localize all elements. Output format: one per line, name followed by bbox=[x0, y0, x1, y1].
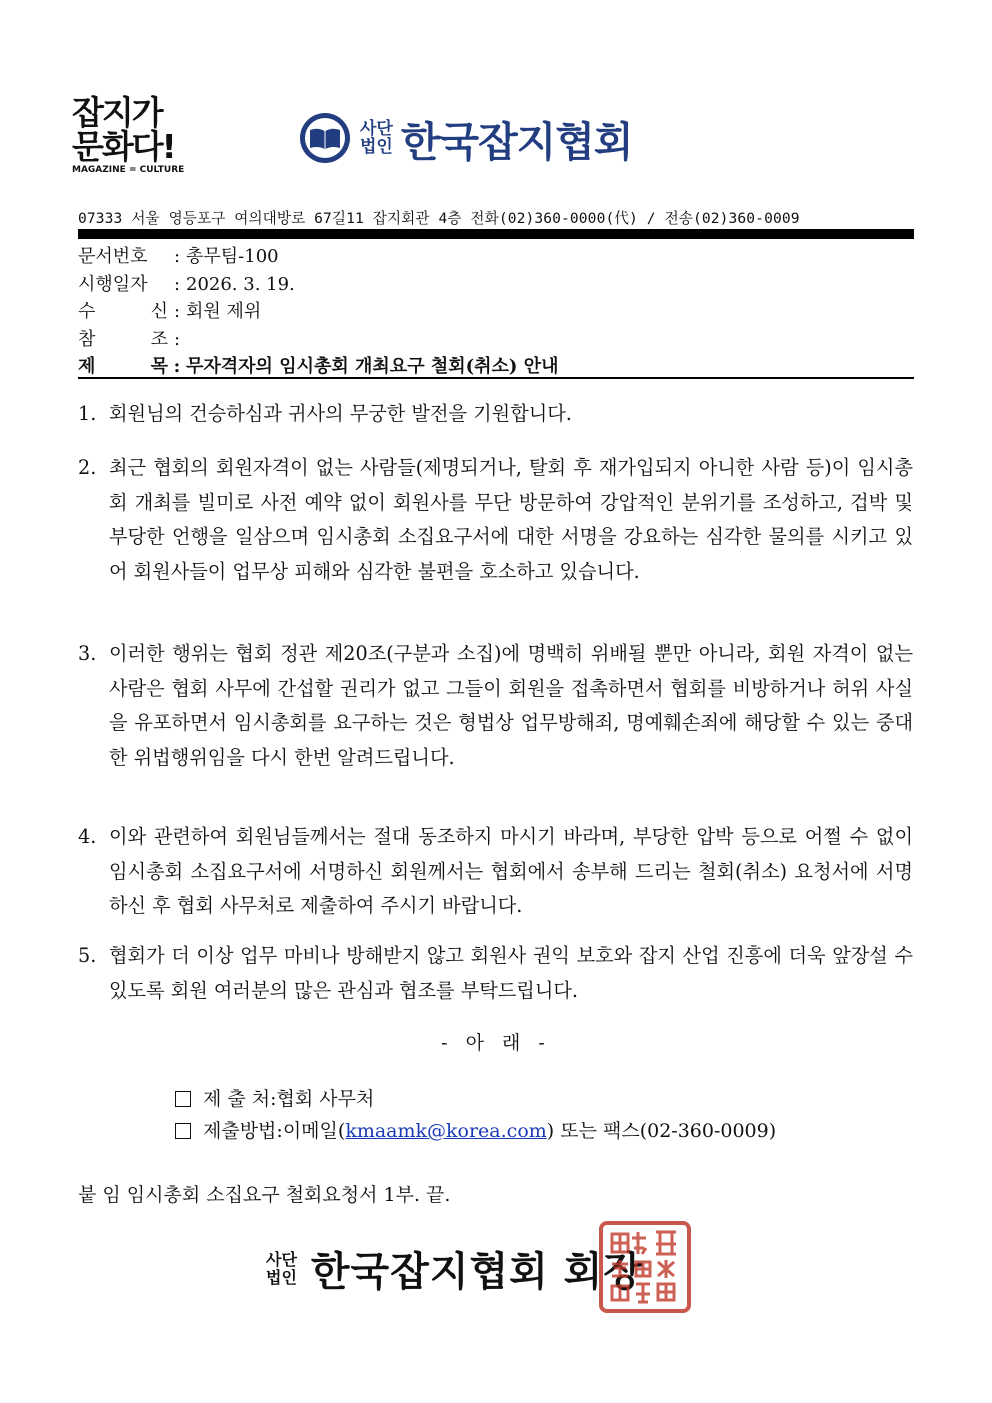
subject-label-a: 제 bbox=[78, 356, 96, 377]
to-label-a: 수 bbox=[78, 301, 96, 322]
attachment-note: 붙 임 임시총회 소집요구 철회요청서 1부. 끝. bbox=[78, 1184, 451, 1206]
subject-divider bbox=[78, 377, 914, 379]
official-seal-icon bbox=[598, 1220, 692, 1314]
meta-sep: : bbox=[173, 246, 181, 267]
to-value: 회원 제위 bbox=[186, 301, 262, 322]
paragraph-4 bbox=[78, 820, 913, 924]
date-label: 시행일자 bbox=[78, 273, 148, 295]
detail-label: 제 출 처: bbox=[203, 1088, 277, 1110]
slogan-logo bbox=[72, 93, 202, 175]
meta-sep: : bbox=[173, 356, 181, 377]
paragraph-5 bbox=[78, 939, 913, 1008]
checkbox-square-icon bbox=[175, 1091, 191, 1107]
slogan-line2: 문화다! bbox=[72, 127, 175, 166]
document-meta bbox=[78, 243, 914, 381]
paragraph-text: 이러한 행위는 협회 정관 제20조(구분과 소집)에 명백히 위배될 뿐만 아니라, 회원 자격이 없는 사람은 협회 사무에 간섭할 권리가 없고 그들이 회원을 접촉하면서 협회를 비방하거나 허위 사실을 유포하면서 임시총회를 요구하는 것은 형법상 업무방해죄, 명예훼손죄에 해당할 수 있는 중대한 위법행위임을 다시 한번 알려드립니다. bbox=[109, 642, 913, 769]
ref-label bbox=[78, 326, 168, 354]
meta-sep: : bbox=[173, 328, 181, 350]
to-label bbox=[78, 298, 168, 326]
paragraph-number: 2. bbox=[78, 456, 97, 479]
meta-sep: : bbox=[173, 273, 181, 295]
paragraph-text: 협회가 더 이상 업무 마비나 방해받지 않고 회원사 권익 보호와 잡지 산업 진흥에 더욱 앞장설 수 있도록 회원 여러분의 많은 관심과 협조를 부탁드립니다. bbox=[109, 944, 913, 1002]
detail-label: 제출방법: bbox=[203, 1120, 283, 1142]
paragraph-number: 4. bbox=[78, 825, 97, 848]
meta-ref bbox=[78, 326, 914, 354]
signature-block bbox=[266, 1240, 643, 1297]
detail-value: 협회 사무처 bbox=[276, 1088, 375, 1110]
details-list bbox=[175, 1083, 776, 1147]
header-divider bbox=[78, 229, 914, 239]
slogan-line1: 잡지가 bbox=[72, 93, 162, 132]
paragraph-number: 3. bbox=[78, 642, 97, 665]
paragraph-3 bbox=[78, 637, 913, 775]
ref-value bbox=[186, 326, 914, 354]
slogan-tag: MAGAZINE = CULTURE bbox=[72, 165, 185, 175]
meta-sep: : bbox=[173, 301, 181, 322]
paragraph-number: 5. bbox=[78, 944, 97, 967]
ref-label-a: 참 bbox=[78, 328, 96, 350]
detail-item-method bbox=[175, 1115, 776, 1147]
signature-corp-line1: 사단 bbox=[266, 1249, 297, 1269]
paragraph-text: 회원님의 건승하심과 귀사의 무궁한 발전을 기원합니다. bbox=[109, 402, 572, 425]
checkbox-square-icon bbox=[175, 1123, 191, 1139]
paragraph-1 bbox=[78, 397, 913, 432]
paragraph-text: 최근 협회의 회원자격이 없는 사람들(제명되거나, 탈회 후 재가입되지 아니한 사람 등)이 임시총회 개최를 빌미로 사전 예약 없이 회원사를 무단 방문하여 강압적인 분위기를 조성하고, 겁박 및 부당한 언행을 일삼으며 임시총회 소집요구서에 대한 서명을 강요하는 심각한 물의를 시키고 있어 회원사들이 업무상 피해와 심각한 불편을 호소하고 있습니다. bbox=[109, 456, 913, 583]
org-corp-label bbox=[360, 120, 393, 156]
signature-corp-label bbox=[266, 1251, 297, 1287]
meta-date bbox=[78, 271, 914, 299]
paragraph-text: 이와 관련하여 회원님들께서는 절대 동조하지 마시기 바라며, 부당한 압박 등으로 어쩔 수 없이 임시총회 소집요구서에 서명하신 회원께서는 협회에서 송부해 드리는 철회(취소) 요청서에 서명하신 후 협회 사무처로 제출하여 주시기 바랍니다. bbox=[109, 825, 913, 917]
doc-no-value: 총무팀-100 bbox=[186, 246, 279, 267]
signature-name: 한국잡지협회 회장 bbox=[310, 1249, 643, 1295]
detail-item-destination bbox=[175, 1083, 776, 1115]
signature-corp-line2: 법인 bbox=[266, 1267, 297, 1287]
meta-to bbox=[78, 298, 914, 326]
org-corp-line2: 법인 bbox=[360, 137, 393, 157]
org-corp-line1: 사단 bbox=[360, 119, 393, 139]
subject-value: 무자격자의 임시총회 개최요구 철회(취소) 안내 bbox=[186, 356, 559, 377]
details-heading: - 아 래 - bbox=[441, 1032, 551, 1054]
doc-no-label: 문서번호 bbox=[78, 246, 148, 267]
email-link[interactable]: kmaamk@korea.com bbox=[345, 1120, 547, 1142]
meta-doc-no bbox=[78, 243, 914, 271]
ref-label-b: 조 bbox=[150, 328, 168, 350]
subject-label-b: 목 bbox=[150, 356, 168, 377]
org-name: 한국잡지협회 bbox=[400, 117, 633, 166]
to-label-b: 신 bbox=[150, 301, 168, 322]
detail-suffix: ) 또는 팩스(02-360-0009) bbox=[546, 1120, 777, 1142]
paragraph-number: 1. bbox=[78, 402, 97, 425]
detail-prefix: 이메일( bbox=[282, 1120, 346, 1142]
book-emblem-icon bbox=[298, 111, 352, 165]
date-value: 2026. 3. 19. bbox=[186, 273, 295, 295]
org-logo bbox=[298, 108, 633, 168]
paragraph-2 bbox=[78, 451, 913, 589]
address-line: 07333 서울 영등포구 여의대방로 67길11 잡지회관 4층 전화(02)360-0000(代) / 전송(02)360-0009 bbox=[78, 210, 800, 227]
